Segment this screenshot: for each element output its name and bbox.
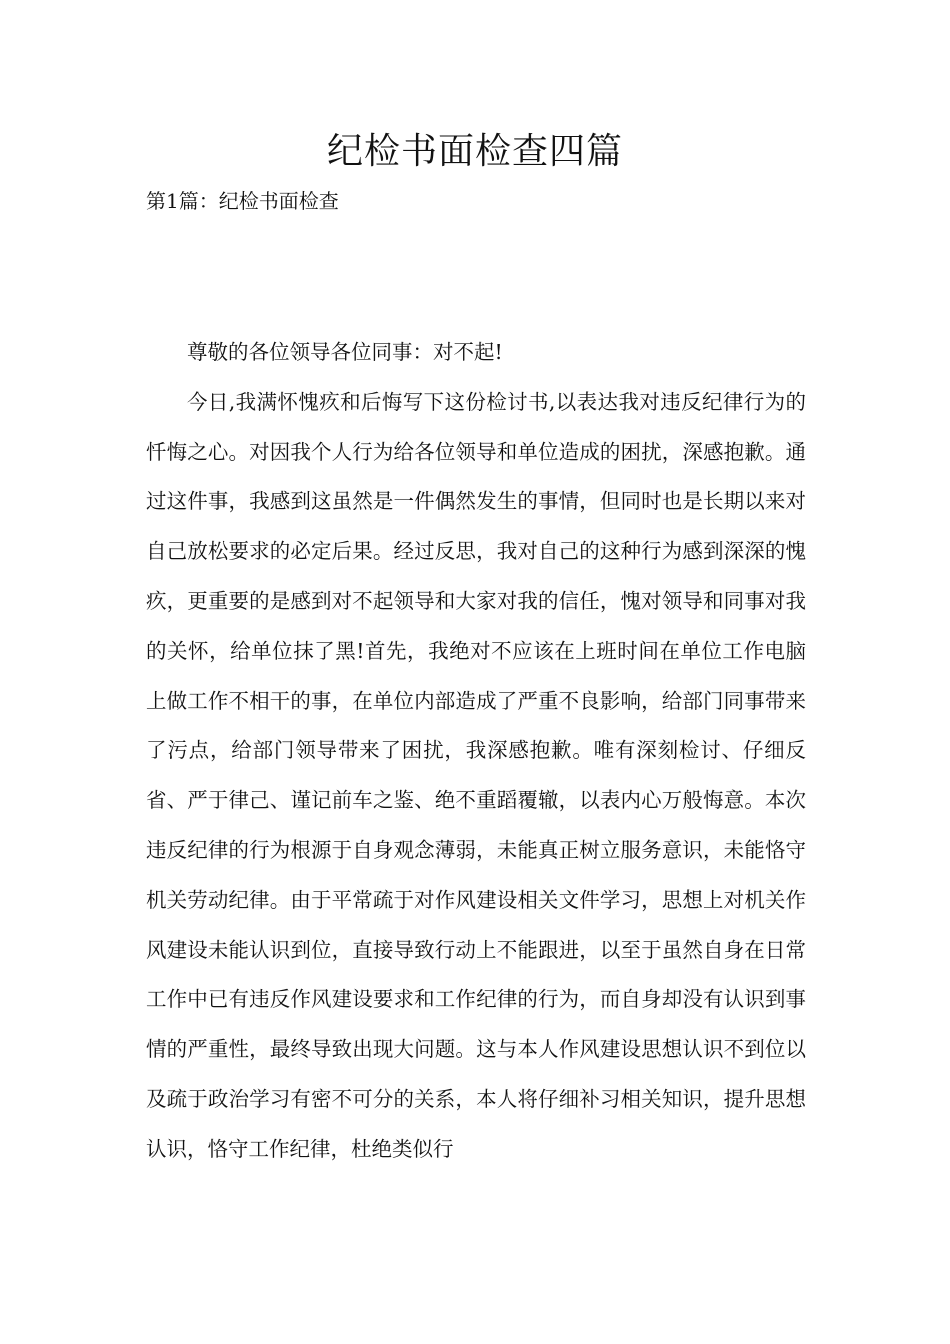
body-paragraph: 今日,我满怀愧疚和后悔写下这份检讨书,以表达我对违反纪律行为的忏悔之心。对因我个人行为给各位领导和单位造成的困扰，深感抱歉。通过这件事，我感到这虽然是一件偶然发生的事情，但同时也是长期以来对自己放松要求的必定后果。经过反思，我对自己的这种行为感到深深的愧疚，更重要的是感到对不起领导和大家对我的信任，愧对领导和同事对我的关怀，给单位抹了黑!首先，我绝对不应该在上班时间在单位工作电脑上做工作不相干的事，在单位内部造成了严重不良影响，给部门同事带来了污点，给部门领导带来了困扰，我深感抱歉。唯有深刻检讨、仔细反省、严于律己、谨记前车之鉴、绝不重蹈覆辙，以表内心万般悔意。本次违反纪律的行为根源于自身观念薄弱，未能真正树立服务意识，未能恪守机关劳动纪律。由于平常疏于对作风建设相关文件学习，思想上对机关作风建设未能认识到位，直接导致行动上不能跟进，以至于虽然自身在日常工作中已有违反作风建设要求和工作纪律的行为，而自身却没有认识到事情的严重性，最终导致出现大问题。这与本人作风建设思想认识不到位以及疏于政治学习有密不可分的关系，本人将仔细补习相关知识，提升思想认识，恪守工作纪律，杜绝类似行 [146,389,806,1161]
section-heading: 第1篇：纪检书面检查 [146,189,339,213]
document-title: 纪检书面检查四篇 [326,131,623,172]
salutation-paragraph: 尊敬的各位领导各位同事：对不起! [187,340,503,364]
document-body [146,328,806,1175]
